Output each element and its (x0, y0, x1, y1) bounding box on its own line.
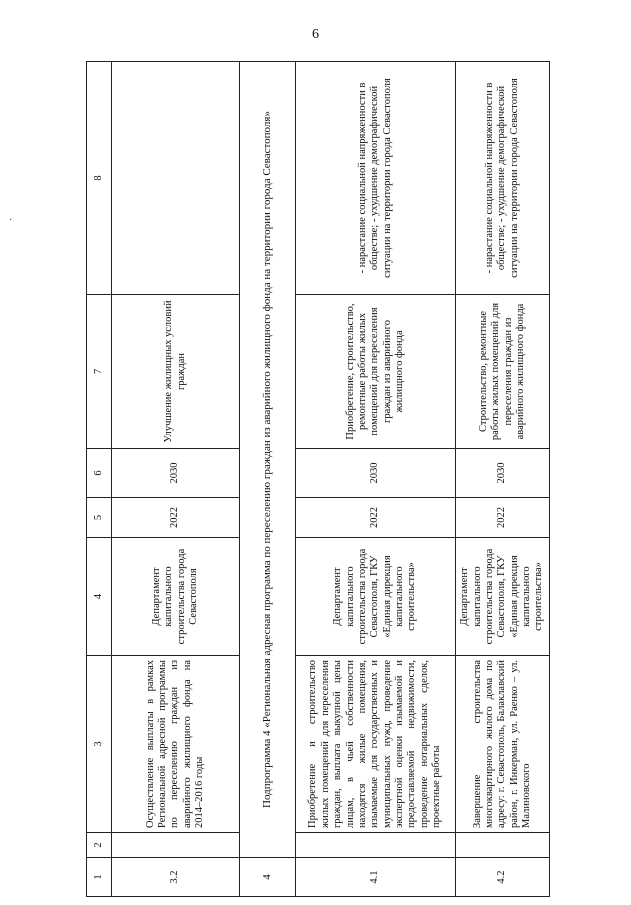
header-cell: 3 (87, 656, 112, 833)
row-start-year: 2022 (296, 498, 456, 538)
row-number: 4.2 (456, 858, 550, 897)
row-executor: Департамент капитального строительства города Севастополя, ГКУ «Единая дирекция капитального строительства» (296, 538, 456, 656)
subprogram-row (240, 62, 296, 897)
row-col2 (296, 833, 456, 858)
subprogram-title: Подпрограмма 4 «Региональная адресная программа по переселению граждан из аварийного жилищного фонда на территории города Севастополя» (240, 62, 296, 858)
page-number: 6 (312, 27, 319, 42)
header-cell: 1 (87, 858, 112, 897)
row-start-year: 2022 (112, 498, 240, 538)
row-risks: - нарастание социальной напряженности в обществе; - ухудшение демографической ситуации на территории города Севастополя (296, 62, 456, 295)
row-result: Приобретение, строительство, ремонтные работы жилых помещений для переселения граждан из аварийного жилищного фонда (296, 295, 456, 449)
header-cell: 2 (87, 833, 112, 858)
header-cell: 7 (87, 295, 112, 449)
row-risks (112, 62, 240, 295)
row-number: 4.1 (296, 858, 456, 897)
header-cell: 6 (87, 449, 112, 498)
program-table (86, 61, 550, 897)
row-result: Улучшение жилищных условий граждан (112, 295, 240, 449)
row-result: Строительство, ремонтные работы жилых помещений для переселения граждан из аварийного жилищного фонда (456, 295, 550, 449)
table-row (296, 62, 456, 897)
stray-mark: · (9, 215, 13, 226)
subprogram-number: 4 (240, 858, 296, 897)
row-executor: Департамент капитального строительства города Севастополя (112, 538, 240, 656)
row-risks: - нарастание социальной напряженности в обществе; - ухудшение демографической ситуации на территории города Севастополя (456, 62, 550, 295)
header-cell: 5 (87, 498, 112, 538)
row-col2 (456, 833, 550, 858)
header-cell: 4 (87, 538, 112, 656)
row-start-year: 2022 (456, 498, 550, 538)
header-row (87, 62, 112, 897)
table-row (456, 62, 550, 897)
header-cell: 8 (87, 62, 112, 295)
table-row (112, 62, 240, 897)
row-end-year: 2030 (456, 449, 550, 498)
row-action: Завершение строительства многоквартирного жилого дома по адресу: г. Севастополь, Балаклавский район, г. Инкерман, ул. Раенко – ул. Малиновского (456, 656, 550, 833)
row-action: Приобретение и строительство жилых помещений для переселения граждан, выплата выкупной цены лицам, в чьей собственности находятся жилые помещения, изымаемые для государственных и муниципальных нужд, проведение экспертной оценки изымаемой и предоставляемой недвижимости, проведение нотариальных сделок, проектные работы (296, 656, 456, 833)
row-end-year: 2030 (112, 449, 240, 498)
row-col2 (112, 833, 240, 858)
row-number: 3.2 (112, 858, 240, 897)
row-executor: Департамент капитального строительства города Севастополя, ГКУ «Единая дирекция капитального строительства» (456, 538, 550, 656)
row-end-year: 2030 (296, 449, 456, 498)
row-action: Осуществление выплаты в рамках Региональной адресной программы по переселению граждан из аварийного жилищного фонда на 2014–2016 годы (112, 656, 240, 833)
rotated-table-container (86, 62, 550, 897)
